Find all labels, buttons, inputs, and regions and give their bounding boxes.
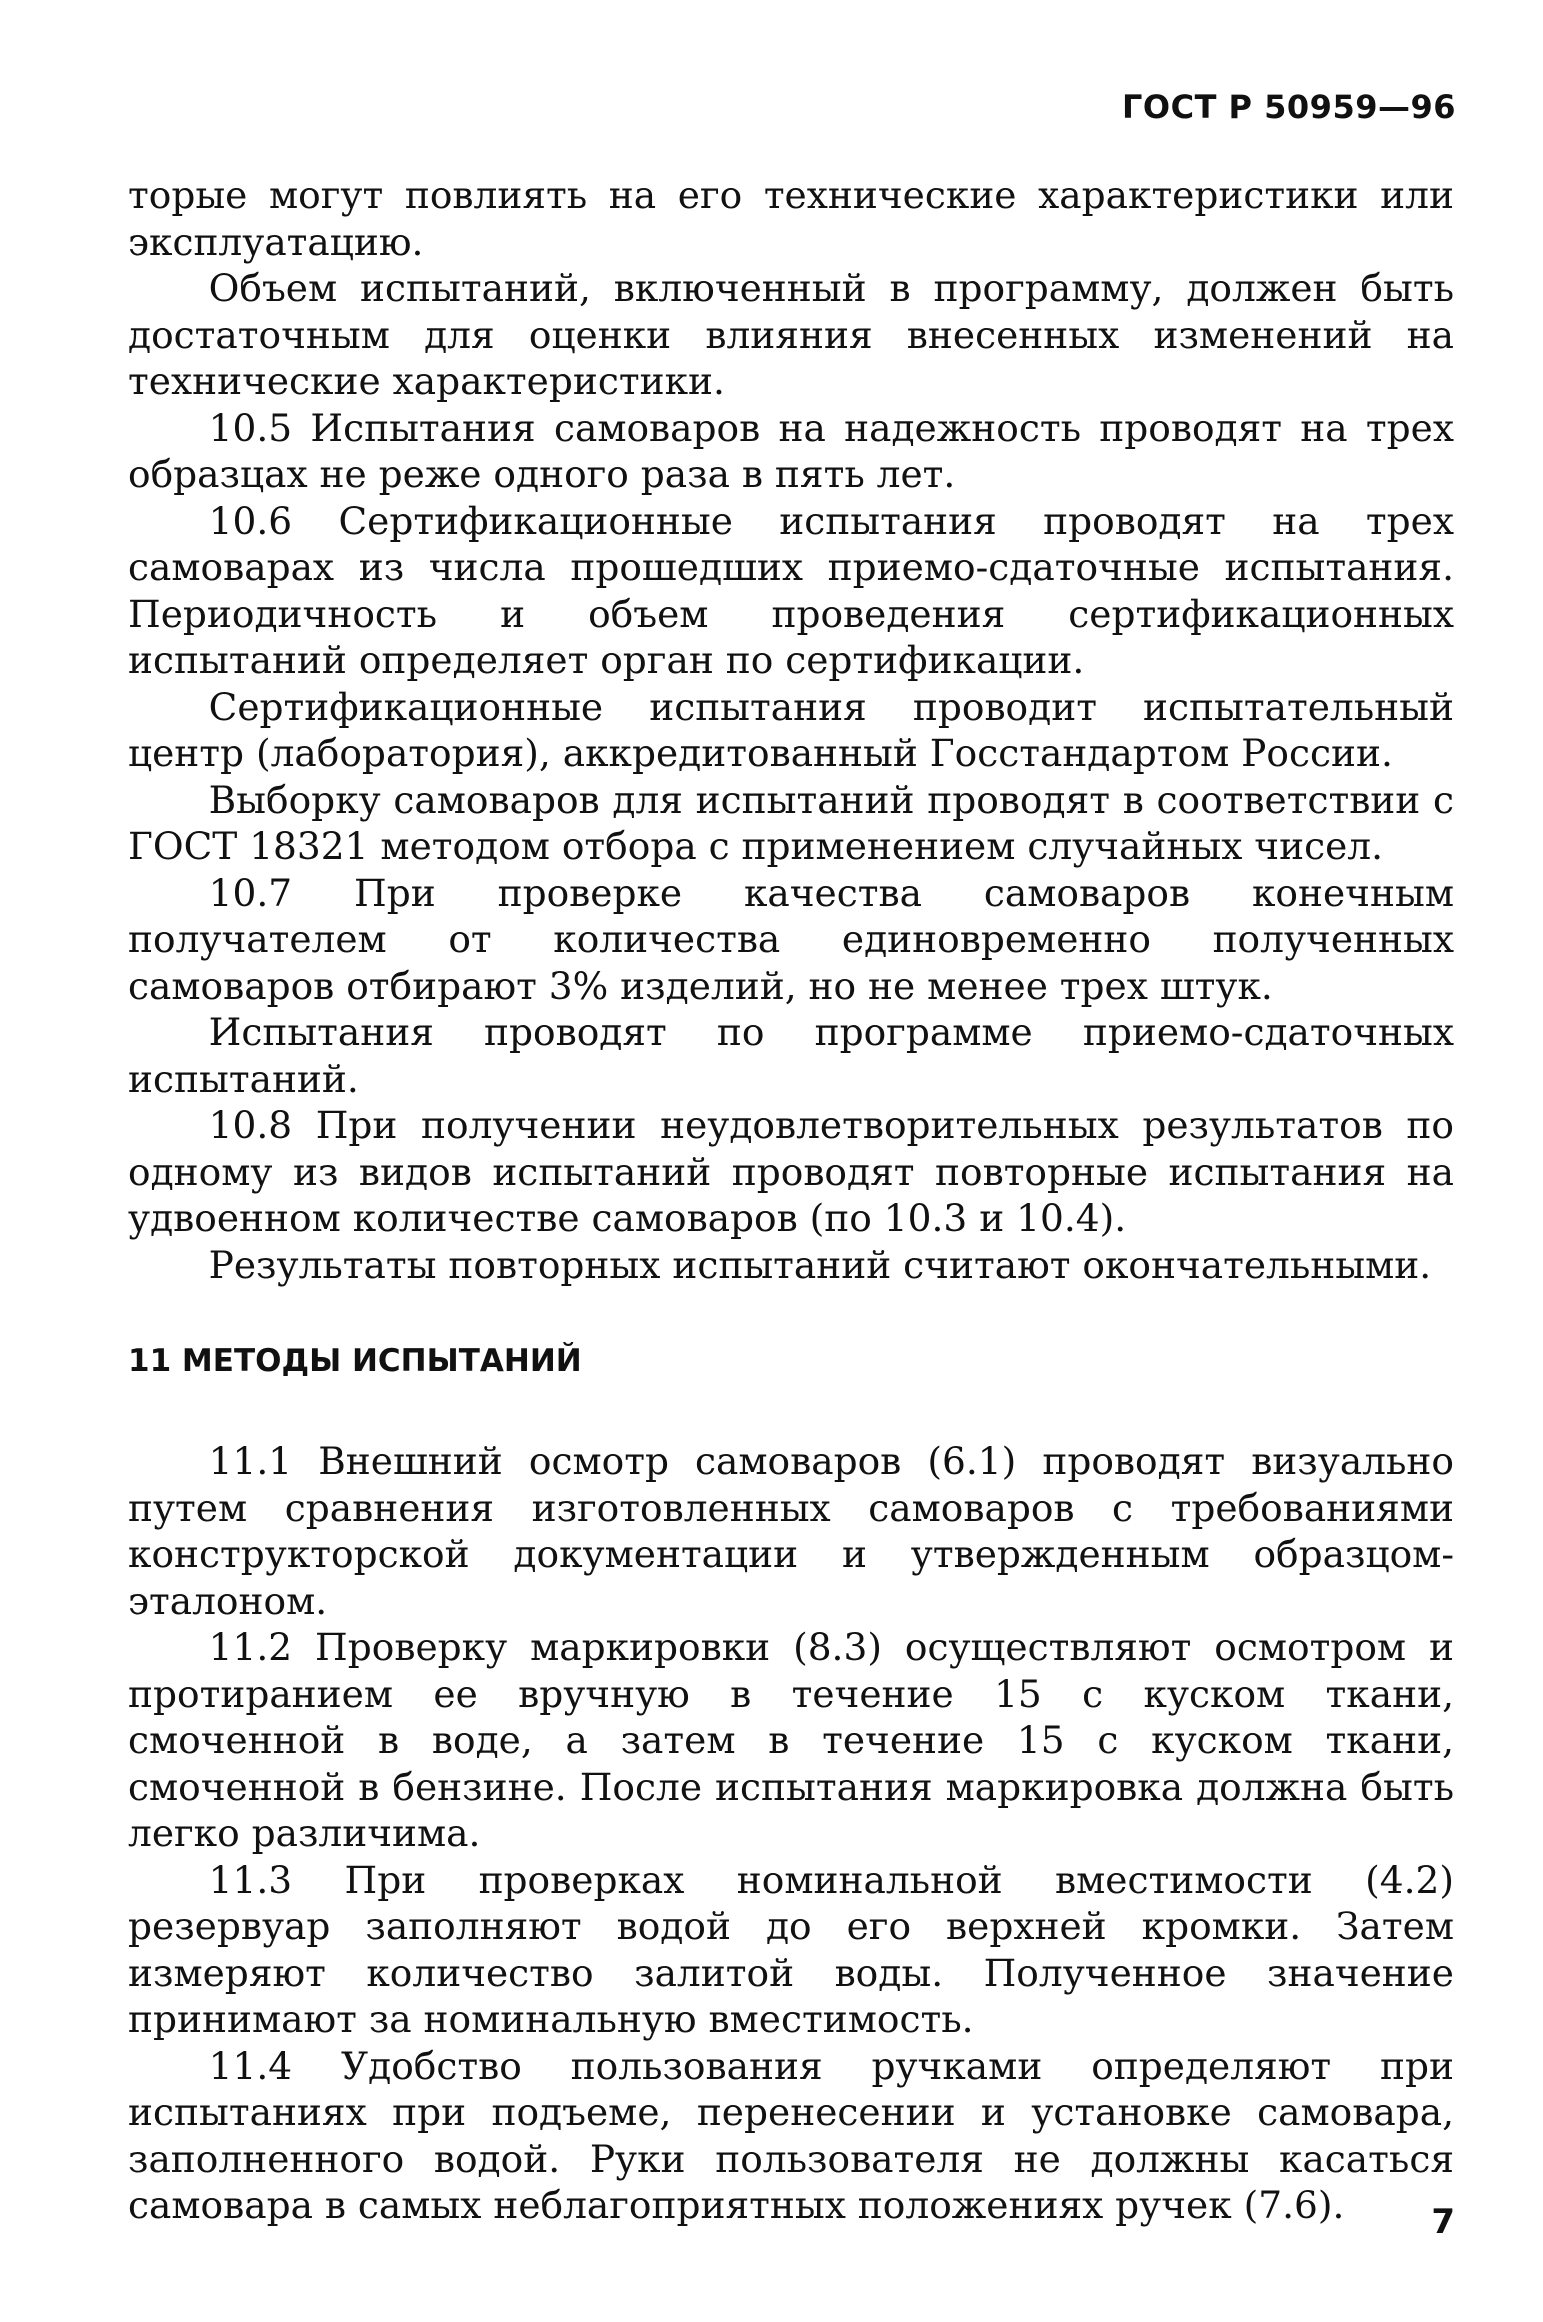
document-code-header: ГОСТ Р 50959—96	[1122, 88, 1456, 126]
page-number: 7	[1431, 2202, 1455, 2242]
paragraph: Выборку самоваров для испытаний проводят в соответствии с ГОСТ 18321 методом отбора с применением случайных чисел.	[128, 777, 1454, 868]
paragraph-11-1: 11.1 Внешний осмотр самоваров (6.1) проводят визуально путем сравнения изготовленных самоваров с требованиями конструкторской документации и утвержденным образцом-эталоном.	[128, 1439, 1454, 1623]
section-title: 11 МЕТОДЫ ИСПЫТАНИЙ	[128, 1343, 582, 1379]
paragraph-11-3: 11.3 При проверках номинальной вместимости (4.2) резервуар заполняют водой до его верхней кромки. Затем измеряют количество залитой воды. Полученное значение принимают за номинальную вместимость.	[128, 1857, 1454, 2041]
paragraph-10-7: 10.7 При проверке качества самоваров конечным получателем от количества единовременно полученных самоваров отбирают 3% изделий, но не менее трех штук.	[128, 870, 1454, 1008]
paragraph-11-4: 11.4 Удобство пользования ручками определяют при испытаниях при подъеме, перенесении и установке самовара, заполненного водой. Руки пользователя не должны касаться самовара в самых неблагоприятных положениях ручек (7.6).	[128, 2043, 1454, 2227]
paragraph: Результаты повторных испытаний считают окончательными.	[208, 1242, 1432, 1287]
paragraph-continuation: торые могут повлиять на его технические характеристики или эксплуатацию.	[128, 173, 1454, 264]
document-body	[128, 172, 1454, 2229]
paragraph: Испытания проводят по программе приемо-сдаточных испытаний.	[128, 1010, 1454, 1101]
paragraph: Объем испытаний, включенный в программу, должен быть достаточным для оценки влияния внесенных изменений на технические характеристики.	[128, 266, 1454, 403]
paragraph: Сертификационные испытания проводит испытательный центр (лаборатория), аккредитованный Госстандартом России.	[128, 684, 1454, 775]
paragraph-10-6: 10.6 Сертификационные испытания проводят на трех самоварах из числа прошедших приемо-сдаточные испытания. Периодичность и объем проведения сертификационных испытаний определяет орган по сертификации.	[128, 498, 1454, 682]
paragraph-10-5: 10.5 Испытания самоваров на надежность проводят на трех образцах не реже одного раза в пять лет.	[128, 405, 1454, 496]
paragraph-11-2: 11.2 Проверку маркировки (8.3) осуществляют осмотром и протиранием ее вручную в течение 15 с куском ткани, смоченной в воде, а затем в течение 15 с куском ткани, смоченной в бензине. После испытания маркировка должна быть легко различима.	[128, 1625, 1454, 1855]
paragraph-10-8: 10.8 При получении неудовлетворительных результатов по одному из видов испытаний проводят повторные испытания на удвоенном количестве самоваров (по 10.3 и 10.4).	[128, 1103, 1454, 1240]
